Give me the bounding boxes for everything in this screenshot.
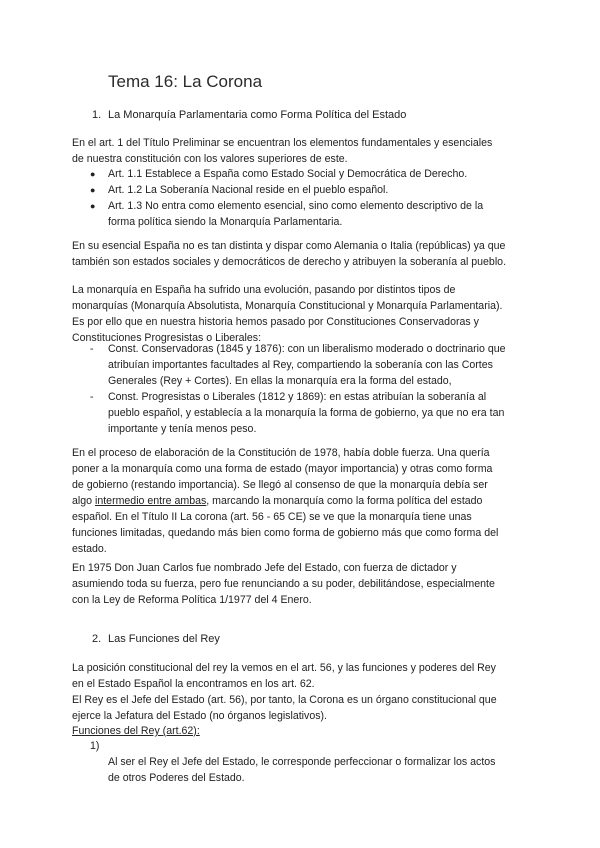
functions-subheading: Funciones del Rey (art.62): [72,725,200,737]
paragraph-position: La posición constitucional del rey la vemos en el art. 56, y las funciones y poderes del Rey en el Estado Español la encontramos en los art. 62. El Rey es el Jefe del Estado (art. 56), por tanto, la Corona es un órgano constitucional que ejerce la Jefatura del Estado (no órganos legislativos). [72,662,497,722]
functions-numbered-list [90,738,495,786]
section-2-number: 2. [92,633,102,645]
paragraph-1978-part-a: En el proceso de elaboración de la Constitución de 1978, había doble fuerza. Una quería poner a la monarquía como una forma de estado (mayor importancia) y otras como forma de gobierno (restando importancia). Se llegó al consenso de que la monarquía debía ser algo [72,447,493,507]
underlined-phrase: intermedio entre ambas [94,495,207,507]
numbered-item-text: Al ser el Rey el Jefe del Estado, le corresponde perfeccionar o formalizar los actos de otros Poderes del Estado. [108,756,496,784]
section-2-title: Las Funciones del Rey [108,633,220,645]
bullet-item: ● Art. 1.2 La Soberanía Nacional reside en el pueblo español. [90,182,483,198]
constitutions-dash-list [90,341,506,437]
section-1-number: 1. [92,109,102,121]
paragraph-intro: En el art. 1 del Título Preliminar se encuentran los elementos fundamentales y esenciales de nuestra constitución con los valores superiores de este. [72,137,493,165]
document-title: Tema 16: La Corona [108,72,263,91]
dash-item: - Const. Progresistas o Liberales (1812 y 1869): en estas atribuían la soberanía al pueblo español, y establecía a la monarquía la forma de gobierno, ya que no era tan importante y tenía menos peso. [90,389,506,437]
bullet-item: ● Art. 1.3 No entra como elemento esencial, sino como elemento descriptivo de la forma política siendo la Monarquía Parlamentaria. [90,198,483,230]
dash-item: - Const. Conservadoras (1845 y 1876): con un liberalismo moderado o doctrinario que atribuían importantes facultades al Rey, compartiendo la soberanía con las Cortes Generales (Rey + Cortes). En ellas la monarquía era la forma del estado, [90,341,506,389]
section-2-heading [92,632,220,646]
articles-bullet-list [90,166,483,230]
section-1-heading [92,108,406,122]
bullet-item: ● Art. 1.1 Establece a España como Estado Social y Democrática de Derecho. [90,166,483,182]
paragraph-evolution: La monarquía en España ha sufrido una evolución, pasando por distintos tipos de monarquías (Monarquía Absolutista, Monarquía Constitucional y Monarquía Parlamentaria). Es por ello que en nuestra historia hemos pasado por Constituciones Conservadoras y Constituciones Progresistas o Liberales: [72,284,503,344]
section-1-title: La Monarquía Parlamentaria como Forma Política del Estado [108,109,407,121]
numbered-item-marker: 1) [90,740,100,752]
paragraph-1975: En 1975 Don Juan Carlos fue nombrado Jefe del Estado, con fuerza de dictador y asumiendo toda su fuerza, pero fue renunciando a su poder, debilitándose, especialmente con la Ley de Reforma Política 1/1977 del 4 Enero. [72,562,495,606]
paragraph-1978-part-b: , marcando la monarquía como la forma política del estado español. En el Título II La corona (art. 56 - 65 CE) se ve que la monarquía tiene unas funciones limitadas, quedando más bien como forma de gobierno más que como forma del estado. [72,495,499,555]
paragraph-comparison: En su esencial España no es tan distinta y dispar como Alemania o Italia (repúblicas) ya que también son estados sociales y democráticos de derecho y atribuyen la soberanía al pueblo. [72,240,507,268]
numbered-item [90,738,495,786]
paragraph-1978 [72,445,532,557]
